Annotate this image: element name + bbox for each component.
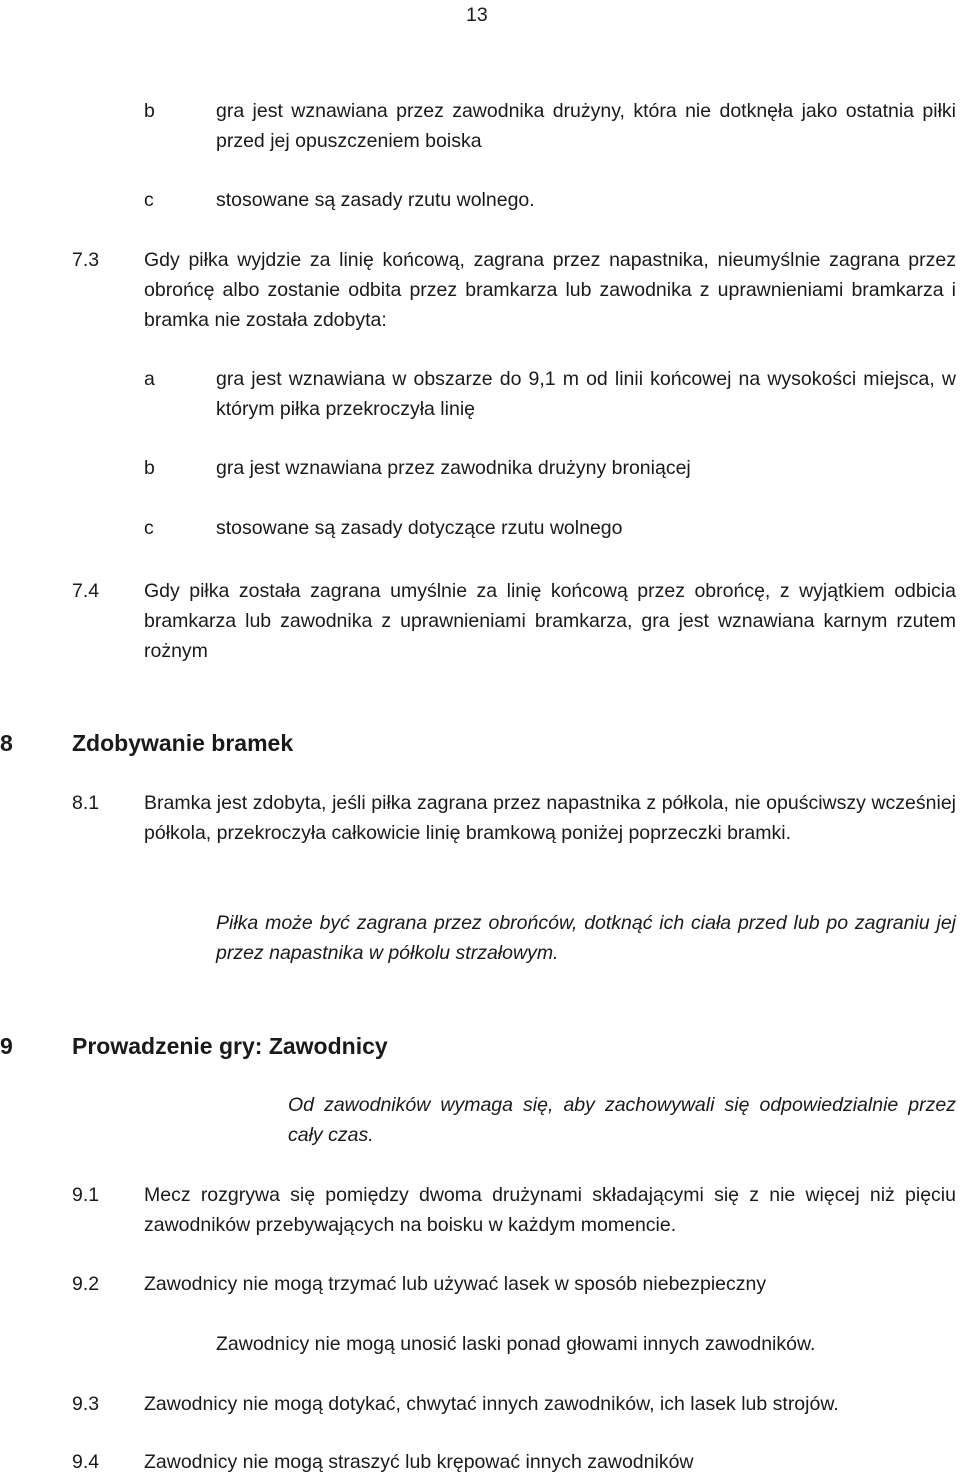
rule-number: 9.1 [72,1184,100,1206]
list-item-text: stosowane są zasady rzutu wolnego. [216,189,535,211]
list-item-letter: a [144,368,155,390]
rule-extra: Zawodnicy nie mogą unosić laski ponad głowami innych zawodników. [216,1333,816,1355]
section-title: Prowadzenie gry: Zawodnicy [72,1033,388,1059]
rule-number: 9.4 [72,1451,100,1473]
list-item-text: stosowane są zasady dotyczące rzutu wolnego [216,517,623,539]
section-title: Zdobywanie bramek [72,730,294,756]
rule-number: 8.1 [72,792,100,814]
rule-note: Piłka może być zagrana przez obrońców, dotknąć ich ciała przed lub po zagraniu jej przez napastnika w półkolu strzałowym. [216,912,956,964]
section-number: 8 [0,730,13,756]
rule-number: 7.4 [72,580,100,602]
rule-text: Gdy piłka wyjdzie za linię końcową, zagrana przez napastnika, nieumyślnie zagrana przez obrońcę albo zostanie odbita przez bramkarza lub zawodnika z uprawnieniami bramkarza i bramka nie została zdobyta: [144,249,956,331]
rule-text: Zawodnicy nie mogą straszyć lub krępować innych zawodników [144,1451,694,1473]
list-item-text: gra jest wznawiana w obszarze do 9,1 m od linii końcowej na wysokości miejsca, w którym piłka przekroczyła linię [216,368,956,420]
list-item-letter: b [144,457,155,479]
rule-text: Bramka jest zdobyta, jeśli piłka zagrana przez napastnika z półkola, nie opuściwszy wcześniej półkola, przekroczyła całkowicie linię bramkową poniżej poprzeczki bramki. [144,792,956,844]
section-number: 9 [0,1033,13,1059]
section-intro: Od zawodników wymaga się, aby zachowywali się odpowiedzialnie przez cały czas. [288,1094,956,1146]
rule-number: 7.3 [72,249,100,271]
rule-text: Gdy piłka została zagrana umyślnie za linię końcową przez obrońcę, z wyjątkiem odbicia bramkarza lub zawodnika z uprawnieniami bramkarza, gra jest wznawiana karnym rzutem rożnym [144,580,956,662]
rule-number: 9.3 [72,1393,100,1415]
list-item-text: gra jest wznawiana przez zawodnika drużyny, która nie dotknęła jako ostatnia piłki przed jej opuszczeniem boiska [216,100,956,152]
rule-text: Zawodnicy nie mogą dotykać, chwytać innych zawodników, ich lasek lub strojów. [144,1393,839,1415]
list-item-letter: b [144,100,155,122]
rule-number: 9.2 [72,1273,100,1295]
list-item-letter: c [144,189,154,211]
rule-text: Mecz rozgrywa się pomiędzy dwoma drużynami składającymi się z nie więcej niż pięciu zawodników przebywających na boisku w każdym momencie. [144,1184,956,1236]
list-item-letter: c [144,517,154,539]
page-number: 13 [466,4,488,26]
list-item-text: gra jest wznawiana przez zawodnika drużyny broniącej [216,457,691,479]
rule-text: Zawodnicy nie mogą trzymać lub używać lasek w sposób niebezpieczny [144,1273,767,1295]
